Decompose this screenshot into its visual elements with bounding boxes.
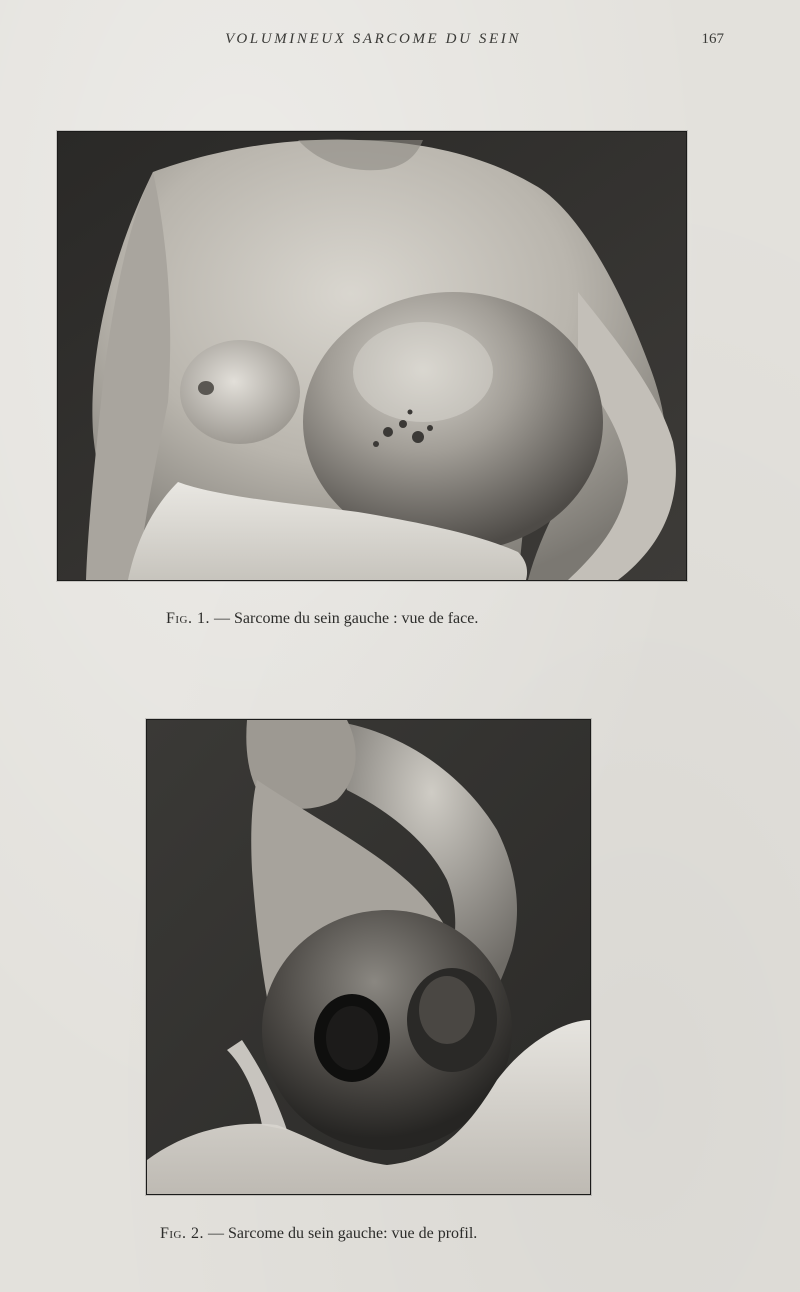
figure-1-caption-text: — Sarcome du sein gauche : vue de face. (210, 610, 479, 627)
figure-2-caption (160, 1225, 477, 1243)
figure-1-photograph (57, 131, 687, 581)
figure-2-illustration (147, 720, 590, 1194)
figure-1-illustration (58, 132, 686, 580)
figure-2-label: Fig. 2. (160, 1225, 205, 1242)
page-number: 167 (701, 31, 724, 47)
figure-1-caption (166, 610, 478, 628)
figure-2-caption-text: — Sarcome du sein gauche: vue de profil. (204, 1225, 478, 1242)
figure-2-photograph (146, 719, 591, 1195)
running-title: VOLUMINEUX SARCOME DU SEIN (225, 31, 521, 47)
figure-1-label: Fig. 1. (166, 610, 211, 627)
